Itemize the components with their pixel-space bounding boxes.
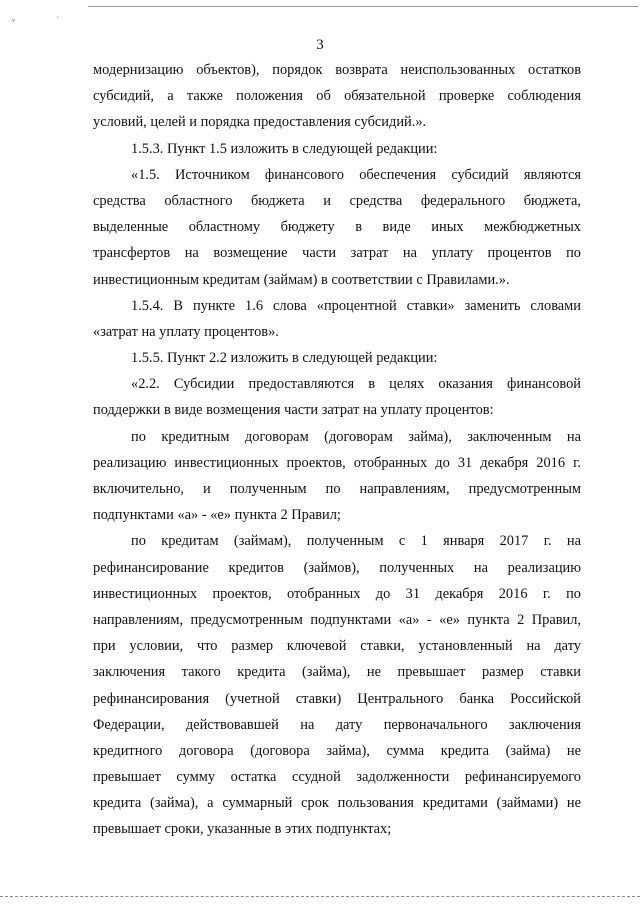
text-line: превышает сроки, указанные в этих подпунктах; [93, 821, 392, 838]
text-line: включительно, и полученным по направлениям, предусмотренным [93, 481, 581, 497]
text-line: инвестиционным кредитам (займам) в соответствии с Правилами.». [93, 271, 510, 288]
scan-mark: ˒ [56, 11, 60, 22]
text-line: модернизацию объектов), порядок возврата неиспользованных остатков [93, 62, 581, 78]
text-line: подпунктами «а» - «е» пункта 2 Правил; [93, 507, 341, 524]
bottom-border-line [0, 896, 640, 897]
text-line: кредитного договора (договора займа), сумма кредита (займа) не [93, 742, 581, 759]
text-line: средства областного бюджета и средства федерального бюджета, [93, 192, 581, 209]
top-border-line [88, 6, 638, 7]
text-line: поддержки в виде возмещения части затрат на уплату процентов: [93, 402, 494, 419]
text-line: трансфертов на возмещение части затрат на уплату процентов по [93, 245, 581, 262]
paragraph-first-line: «2.2. Субсидии предоставляются в целях оказания финансовой [131, 376, 581, 393]
text-line: субсидий, а также положения об обязательной проверке соблюдения [93, 88, 581, 105]
text-line: заключения такого кредита (займа), не превышает размер ставки [93, 664, 581, 681]
paragraph-first-line: по кредитным договорам (договорам займа), заключенным на [131, 428, 581, 445]
paragraph-first-line: по кредитам (займам), полученным с 1 января 2017 г. на [131, 533, 581, 550]
paragraph-first-line: 1.5.4. В пункте 1.6 слова «процентной ставки» заменить словами [131, 297, 581, 314]
paragraph-first-line: 1.5.3. Пункт 1.5 изложить в следующей редакции: [131, 140, 438, 157]
paragraph-first-line: «1.5. Источником финансового обеспечения субсидий являются [131, 166, 581, 183]
document-body [93, 57, 581, 843]
text-line: Федерации, действовавшей на дату первоначального заключения [93, 716, 581, 733]
paragraph-first-line: 1.5.5. Пункт 2.2 изложить в следующей редакции: [131, 350, 438, 367]
text-line: рефинансирования (учетной ставки) Центрального банка Российской [93, 690, 581, 707]
text-line: кредита (займа), а суммарный срок пользования кредитами (займами) не [93, 795, 581, 812]
text-line: при условии, что размер ключевой ставки, установленный на дату [93, 638, 581, 655]
page-number: 3 [316, 37, 324, 53]
text-line: инвестиционных проектов, отобранных до 31 декабря 2016 г. по [93, 585, 581, 602]
text-line: «затрат на уплату процентов». [93, 323, 279, 340]
text-line: выделенные областному бюджету в виде иных межбюджетных [93, 219, 581, 236]
text-line: реализацию инвестиционных проектов, отобранных до 31 декабря 2016 г. [93, 454, 581, 471]
text-line: рефинансирование кредитов (займов), полученных на реализацию [93, 559, 581, 576]
text-line: направлениям, предусмотренным подпунктами «а» - «е» пункта 2 Правил, [93, 611, 581, 628]
text-line: условий, целей и порядка предоставления субсидий.». [93, 114, 427, 131]
scan-mark: ᵥ [12, 13, 15, 24]
text-line: превышает сумму остатка ссудной задолженности рефинансируемого [93, 769, 581, 786]
